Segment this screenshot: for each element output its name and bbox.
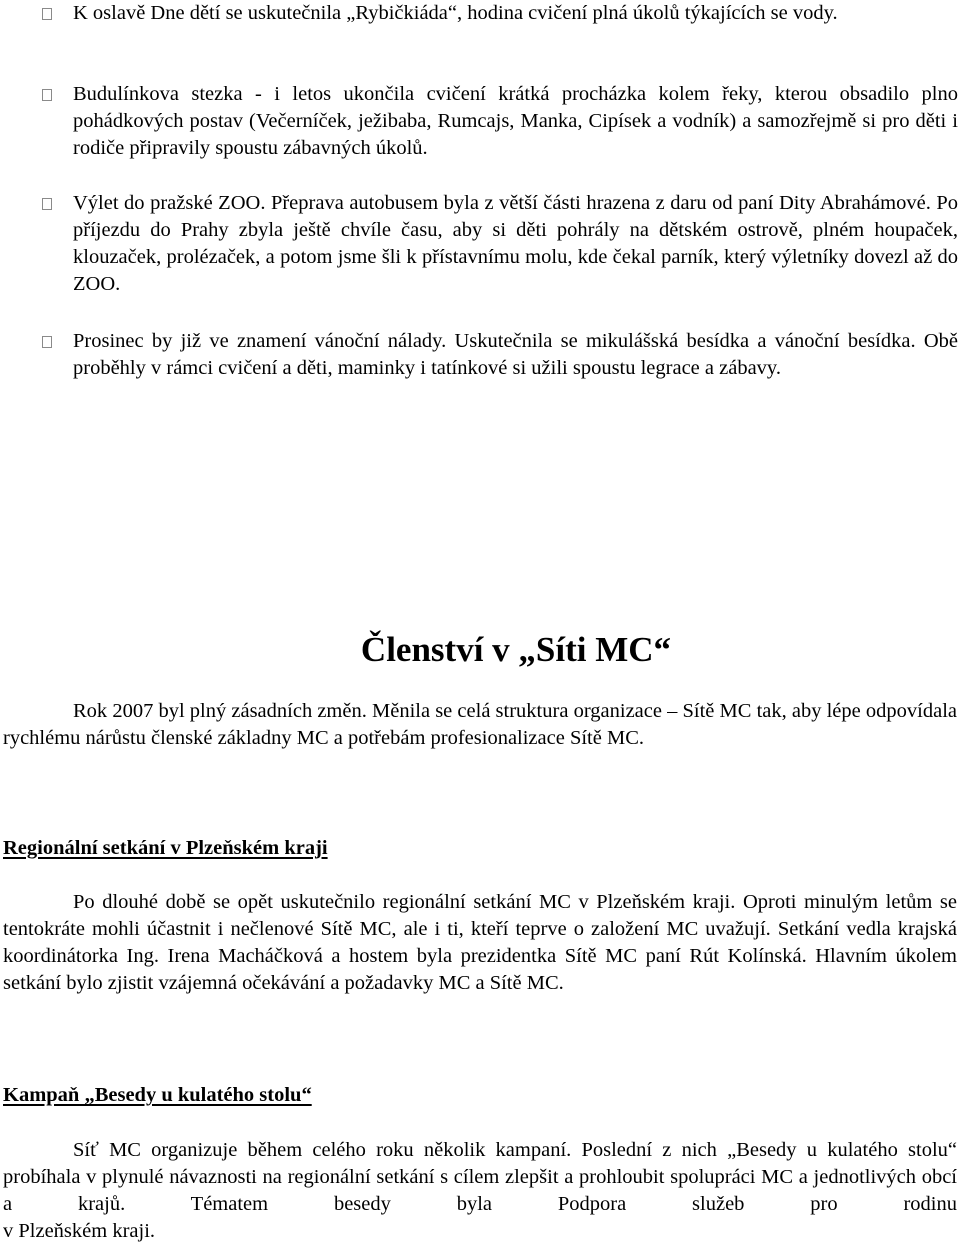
regional-meeting-heading: Regionální setkání v Plzeňském kraji xyxy=(3,837,328,859)
list-item xyxy=(0,0,960,27)
bullet-icon xyxy=(42,8,52,20)
membership-heading: Členství v „Síti MC“ xyxy=(360,630,672,669)
bullet-text: K oslavě Dne dětí se uskutečnila „Rybičkiáda“, hodina cvičení plná úkolů týkajících se vody. xyxy=(73,2,838,24)
campaign-paragraph-end: v Plzeňském kraji. xyxy=(3,1220,156,1242)
list-item xyxy=(0,328,960,382)
bullet-text: Prosinec by již ve znamení vánoční nálady. Uskutečnila se mikulášská besídka a vánoční besídka. Obě proběhly v rámci cvičení a děti, maminky i tatínkové si užili spoustu legrace a zábavy. xyxy=(73,330,958,379)
bullet-icon xyxy=(42,198,52,210)
list-item xyxy=(0,190,960,298)
bullet-icon xyxy=(42,336,52,348)
bullet-text: Výlet do pražské ZOO. Přeprava autobusem byla z větší části hrazena z daru od paní Dity Abrahámové. Po příjezdu do Prahy zbyla ještě chvíle času, aby si děti pohrály na dětském ostrově, plném houpaček, klouzaček, prolézaček, a potom jsme šli k přístavnímu molu, kde čekal parník, který výletníky dovezl až do ZOO. xyxy=(73,192,958,295)
campaign-paragraph: Síť MC organizuje během celého roku několik kampaní. Poslední z nich „Besedy u kulatého stolu“ probíhala v plynulé návaznosti na regionální setkání s cílem zlepšit a prohloubit spolupráci MC a jednotlivých obcí a krajů. Tématem besedy byla Podpora služeb pro rodinu xyxy=(3,1139,957,1215)
regional-meeting-paragraph: Po dlouhé době se opět uskutečnilo regionální setkání MC v Plzeňském kraji. Oproti minulým letům se tentokráte mohli účastnit i nečlenové Sítě MC, ale i ti, kteří teprve o založení MC uvažují. Setkání vedla krajská koordinátorka Ing. Irena Macháčková a hostem byla prezidentka Sítě MC paní Rút Kolínská. Hlavním úkolem setkání bylo zjistit vzájemná očekávání a požadavky MC a Sítě MC. xyxy=(3,891,957,994)
list-item xyxy=(0,81,960,162)
bullet-icon xyxy=(42,89,52,101)
membership-paragraph: Rok 2007 byl plný zásadních změn. Měnila se celá struktura organizace – Sítě MC tak, aby lépe odpovídala rychlému nárůstu členské základny MC a potřebám profesionalizace Sítě MC. xyxy=(3,700,957,749)
campaign-heading: Kampaň „Besedy u kulatého stolu“ xyxy=(3,1084,312,1106)
bullet-text: Budulínkova stezka - i letos ukončila cvičení krátká procházka kolem řeky, kterou obsadilo plno pohádkových postav (Večerníček, ježibaba, Rumcajs, Manka, Cipísek a vodník) a samozřejmě si pro děti i rodiče připravily spoustu zábavných úkolů. xyxy=(73,83,958,159)
